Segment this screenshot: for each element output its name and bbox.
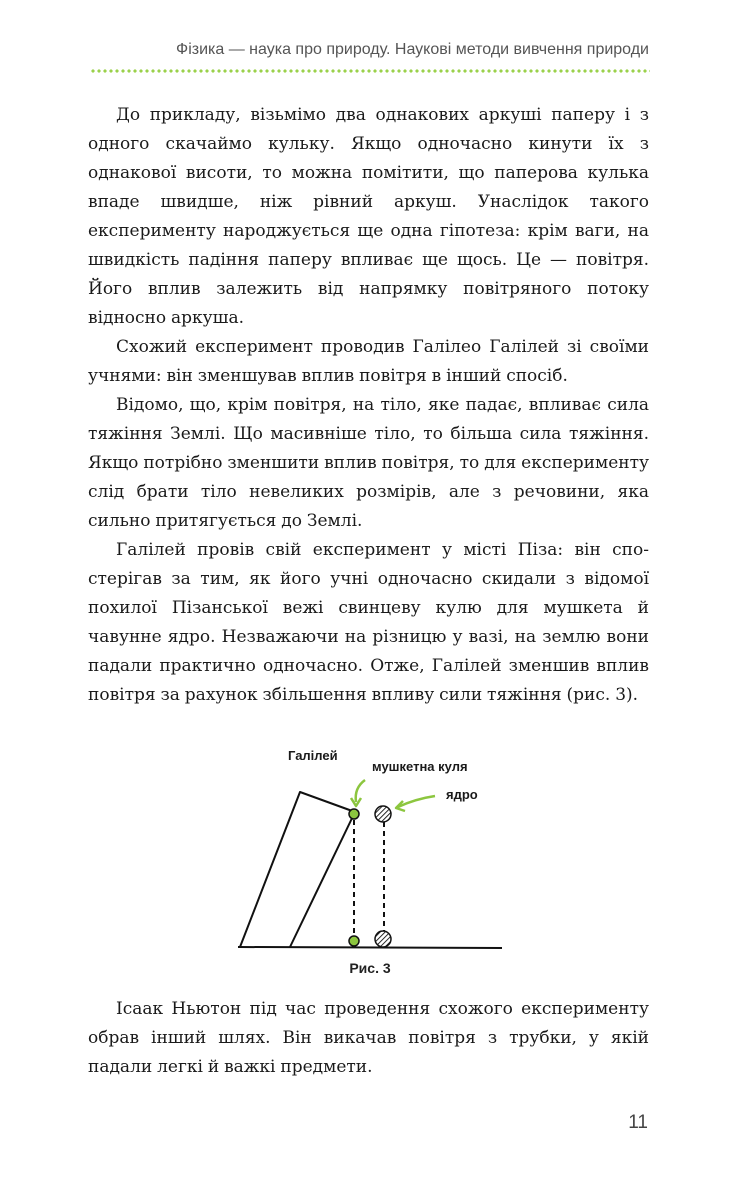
paragraph-4: Галілей провів свій експеримент у місті Піза: він спостерігав за тим, як його учні одночасно скидали з відомої похилої Пізанської вежі свинцеву кулю для мушкета й чавунне ядро. Незважаючи на різницю у вазі, на землю вони падали практично одночасно. Отже, Галілей зменшив вплив повітря за рахунок збільшення впливу сили тяжіння (рис. 3). bbox=[88, 540, 649, 705]
running-header: Фізика — наука про природу. Наукові методи вивчення природи bbox=[176, 41, 649, 58]
figure-caption: Рис. 3 bbox=[349, 960, 391, 976]
paragraph-3: Відомо, що, крім повітря, на тіло, яке падає, впливає сила тяжіння Землі. Що масивніше тіло, то більша сила тяжіння. Якщо потрібно зменшити вплив повітря, то для експерименту слід брати тіло невеликих розмірів, але з речовини, яка сильно притягується до Землі. bbox=[88, 395, 649, 531]
musket-ball-top bbox=[349, 809, 359, 819]
musket-ball-bottom bbox=[349, 936, 359, 946]
figure-pisa-experiment bbox=[230, 740, 520, 960]
core-top bbox=[375, 806, 391, 822]
label-core: ядро bbox=[446, 787, 478, 802]
leaning-tower bbox=[240, 792, 355, 947]
label-musket-ball: мушкетна куля bbox=[372, 759, 468, 774]
paragraph-5: Ісаак Ньютон під час проведення схожого експерименту обрав інший шлях. Він викачав повітря з трубки, у якій падали легкі й важкі предмети. bbox=[88, 999, 649, 1077]
dotted-divider bbox=[90, 69, 650, 73]
label-galileo: Галілей bbox=[288, 748, 338, 763]
paragraph-1: До прикладу, візьмімо два однакових аркуші паперу і з одного скачаймо кульку. Якщо одночасно кинути їх з однакової висоти, то можна помітити, що паперова кулька впаде швидше, ніж рівний аркуш. Унаслідок такого експерименту народжується ще одна гіпотеза: крім ваги, на швидкість падіння паперу впливає ще щось. Це — повітря. Його вплив залежить від напрямку повітряного потоку відносно аркуша. bbox=[88, 105, 649, 328]
ground-line bbox=[238, 947, 502, 948]
core-bottom bbox=[375, 931, 391, 947]
arrow-core bbox=[398, 796, 435, 807]
paragraph-2: Схожий експеримент проводив Галілео Галілей зі своїми учнями: він зменшував вплив повітря в інший спосіб. bbox=[88, 337, 649, 386]
page-number: 11 bbox=[628, 1112, 648, 1133]
